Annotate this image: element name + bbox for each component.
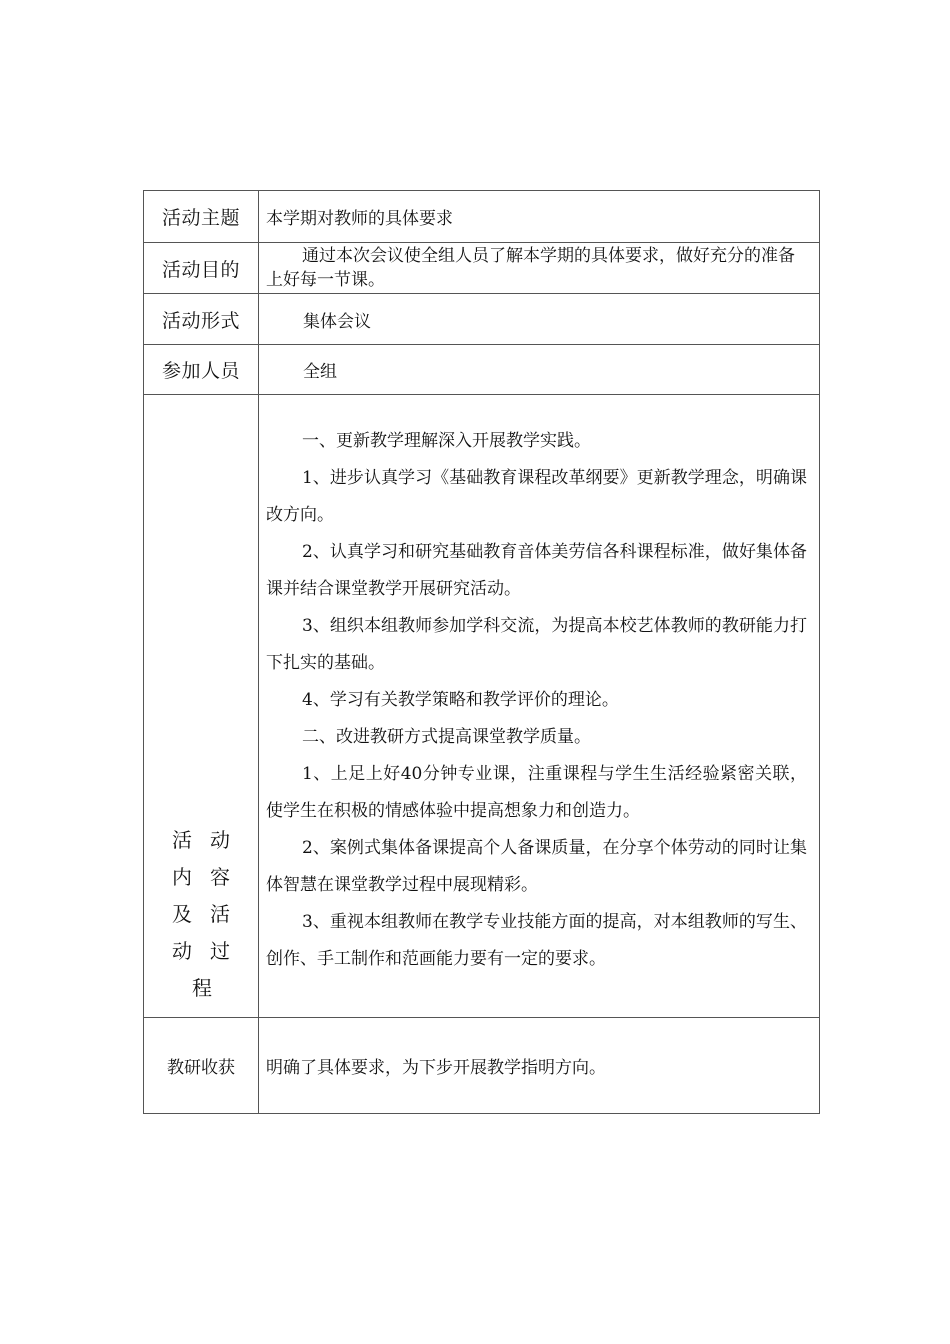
theme-row: [144, 191, 820, 243]
process-label-char: 内: [172, 865, 192, 889]
process-label-char: 动: [172, 939, 192, 963]
process-label-char: 程: [192, 976, 212, 1000]
process-content: [259, 395, 820, 1018]
process-label-char: 及: [172, 902, 192, 926]
content-paragraph: 一、更新教学理解深入开展教学实践。: [302, 431, 591, 451]
participants-value: 全组: [259, 345, 820, 395]
content-paragraph: 2、案例式集体备课提高个人备课质量，在分享个体劳动的同时让集体智慧在课堂教学过程中展现精彩。: [266, 838, 807, 895]
outcome-value: 明确了具体要求，为下步开展教学指明方向。: [259, 1018, 820, 1114]
purpose-row: [144, 243, 820, 294]
form-value: 集体会议: [259, 294, 820, 345]
outcome-label: 教研收获: [144, 1018, 259, 1114]
content-paragraph: 1、上足上好40分钟专业课，注重课程与学生生活经验紧密关联，使学生在积极的情感体验中提高想象力和创造力。: [266, 764, 807, 821]
theme-value: 本学期对教师的具体要求: [259, 191, 820, 243]
content-paragraph: 2、认真学习和研究基础教育音体美劳信各科课程标准，做好集体备课并结合课堂教学开展研究活动。: [266, 542, 807, 599]
form-row: [144, 294, 820, 345]
process-label-char: 容: [210, 865, 230, 889]
purpose-cell: [259, 243, 820, 294]
outcome-row: [144, 1018, 820, 1114]
process-label-char: 动: [210, 828, 230, 852]
content-paragraph: 3、组织本组教师参加学科交流，为提高本校艺体教师的教研能力打下扎实的基础。: [266, 616, 807, 673]
content-paragraph: 1、进步认真学习《基础教育课程改革纲要》更新教学理念，明确课改方向。: [266, 468, 807, 525]
process-label-char: 过: [210, 939, 230, 963]
process-label-char: 活: [172, 828, 192, 852]
activity-record-table: [143, 190, 820, 1114]
process-row: [144, 395, 820, 1018]
purpose-value: 通过本次会议使全组人员了解本学期的具体要求，做好充分的准备上好每一节课。: [266, 246, 795, 290]
process-label: [144, 395, 259, 1018]
participants-row: [144, 345, 820, 395]
purpose-label: 活动目的: [144, 243, 259, 294]
theme-label: 活动主题: [144, 191, 259, 243]
content-paragraph: 4、学习有关教学策略和教学评价的理论。: [302, 690, 619, 710]
content-paragraph: 3、重视本组教师在教学专业技能方面的提高，对本组教师的写生、创作、手工制作和范画能力要有一定的要求。: [266, 912, 807, 969]
participants-label: 参加人员: [144, 345, 259, 395]
process-label-char: 活: [210, 902, 230, 926]
form-label: 活动形式: [144, 294, 259, 345]
content-paragraph: 二、改进教研方式提高课堂教学质量。: [302, 727, 591, 747]
